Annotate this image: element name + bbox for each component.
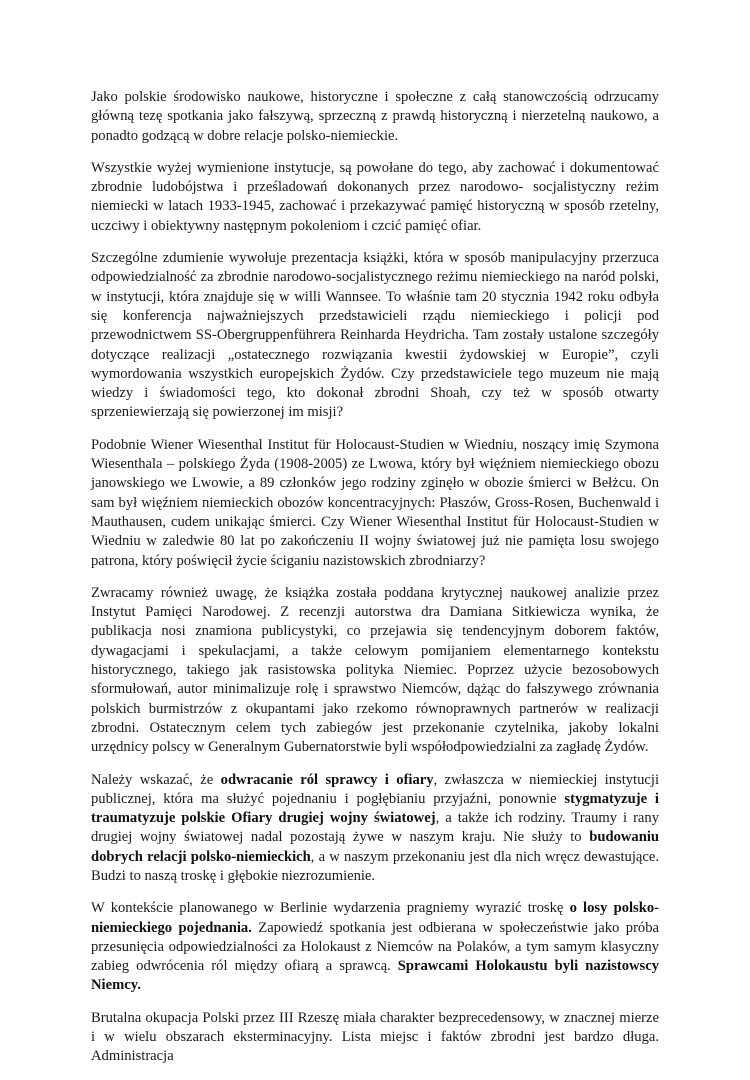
- paragraph-wiesenthal-institute: [91, 436, 659, 571]
- paragraph-text: Zapowiedź spotkania jest odbierana w społeczeństwie jako próba przesunięcia odpowiedzialności za Holokaust z Niemców na Polaków, a tym samym klasyczny zabieg odwrócenia ról między ofiarą a sprawcą.: [91, 919, 659, 975]
- paragraph-text: Podobnie Wiener Wiesenthal Institut für Holocaust-Studien w Wiedniu, noszący imię Szymona Wiesenthala – polskiego Żyda (1908-2005) ze Lwowa, który był więźniem niemieckiego obozu janowskiego we Lwowie, a 89 członków jego rodziny zginęło w obozie śmierci w Bełżcu. On sam był więźniem niemieckich obozów koncentracyjnych: Płaszów, Gross-Rosen, Buchenwald i Mauthausen, cudem unikając śmierci. Czy Wiener Wiesenthal Institut für Holocaust-Studien w Wiedniu w zaledwie 80 lat po zakończeniu II wojny światowej już nie pamięta losu swojego patrona, który poświęcił życie ściganiu nazistowskich zbrodniarzy?: [91, 436, 659, 569]
- emphasis-text: o losy polsko-niemieckiego pojednania.: [91, 900, 660, 936]
- document-body: [91, 88, 659, 1080]
- paragraph-wannsee: [91, 249, 659, 423]
- emphasis-text: stygmatyzuje i traumatyzuje polskie Ofiary drugiej wojny światowej: [91, 790, 659, 827]
- paragraph-text: W kontekście planowanego w Berlinie wydarzenia pragniemy wyrazić troskę: [91, 900, 570, 917]
- paragraph-intro-rejection: [91, 88, 659, 146]
- paragraph-institutions-mission: [91, 159, 659, 236]
- paragraph-text: , a w naszym przekonaniu jest dla nich wręcz dewastujące. Budzi to naszą troskę i głębokie niezrozumienie.: [91, 848, 659, 884]
- emphasis-text: odwracanie ról sprawcy i ofiary: [220, 771, 434, 788]
- paragraph-berlin-event: [91, 899, 659, 995]
- paragraph-ipn-review: [91, 584, 659, 758]
- emphasis-text: budowaniu dobrych relacji polsko-niemieckich: [91, 829, 659, 865]
- paragraph-text: , a także ich rodziny. Traumy i rany drugiej wojny światowej nadal pozostają żywe w naszym kraju. Nie służy to: [91, 810, 660, 846]
- paragraph-role-reversal: [91, 771, 659, 887]
- paragraph-text: Należy wskazać, że: [91, 771, 221, 788]
- paragraph-text: Szczególne zdumienie wywołuje prezentacja książki, która w sposób manipulacyjny przerzuca odpowiedzialność za zbrodnie narodowo-socjalistycznego reżimu niemieckiego na naród polski, w instytucji, która znajduje się w willi Wannsee. To właśnie tam 20 stycznia 1942 roku odbyła się konferencja najważniejszych przedstawicieli rządu niemieckiego i policji pod przewodnictwem SS-Obergruppenführera Reinharda Heydricha. Tam zostały ustalone szczegóły dotyczące realizacji „ostatecznego rozwiązania kwestii żydowskiej w Europie”, czyli wymordowania wszystkich europejskich Żydów. Czy przedstawiciele tego muzeum nie mają wiedzy i świadomości tego, kto dokonał zbrodni Shoah, czy też w sposób otwarty sprzeniewierzają się powierzonej im misji?: [91, 250, 659, 421]
- emphasis-text: Sprawcami Holokaustu byli nazistowscy Niemcy.: [91, 958, 659, 994]
- paragraph-occupation: [91, 1009, 659, 1067]
- paragraph-text: Brutalna okupacja Polski przez III Rzeszę miała charakter bezprecedensowy, w znacznej mierze i w wielu obszarach eksterminacyjny. Lista miejsc i faktów zbrodni jest bardzo długa. Administracja: [91, 1009, 659, 1065]
- paragraph-text: Jako polskie środowisko naukowe, historyczne i społeczne z całą stanowczością odrzucamy główną tezę spotkania jako fałszywą, sprzeczną z prawdą historyczną i nierzetelną naukowo, a ponadto godzącą w dobre relacje polsko-niemieckie.: [91, 89, 659, 144]
- paragraph-text: Wszystkie wyżej wymienione instytucje, są powołane do tego, aby zachować i dokumentować zbrodnie ludobójstwa i prześladowań dokonanych przez narodowo- socjalistyczny reżim niemiecki w latach 1933-1945, zachować i przekazywać pamięć historyczną w sposób rzetelny, uczciwy i obiektywny następnym pokoleniom i czcić pamięć ofiar.: [91, 159, 659, 234]
- paragraph-text: , zwłaszcza w niemieckiej instytucji publicznej, która ma służyć pojednaniu i pogłębianiu przyjaźni, ponownie: [91, 771, 659, 807]
- paragraph-text: Zwracamy również uwagę, że książka została poddana krytycznej naukowej analizie przez Instytut Pamięci Narodowej. Z recenzji autorstwa dra Damiana Sitkiewicza wynika, że publikacja nosi znamiona publicystyki, co przejawia się tendencyjnym doborem faktów, dywagacjami i spekulacjami, a także celowym pomijaniem elementarnego kontekstu historycznego, takiego jak rasistowska polityka Niemiec. Poprzez użycie bezosobowych sformułowań, autor minimalizuje rolę i sprawstwo Niemców, dążąc do fałszywego zrównania polskich burmistrzów z okupantami jako rzekomo równoprawnych partnerów w realizacji zbrodni. Ostatecznym celem tych zabiegów jest przekonanie czytelnika, jakoby lokalni urzędnicy polscy w Generalnym Gubernatorstwie byli współodpowiedzialni za zagładę Żydów.: [91, 584, 659, 756]
